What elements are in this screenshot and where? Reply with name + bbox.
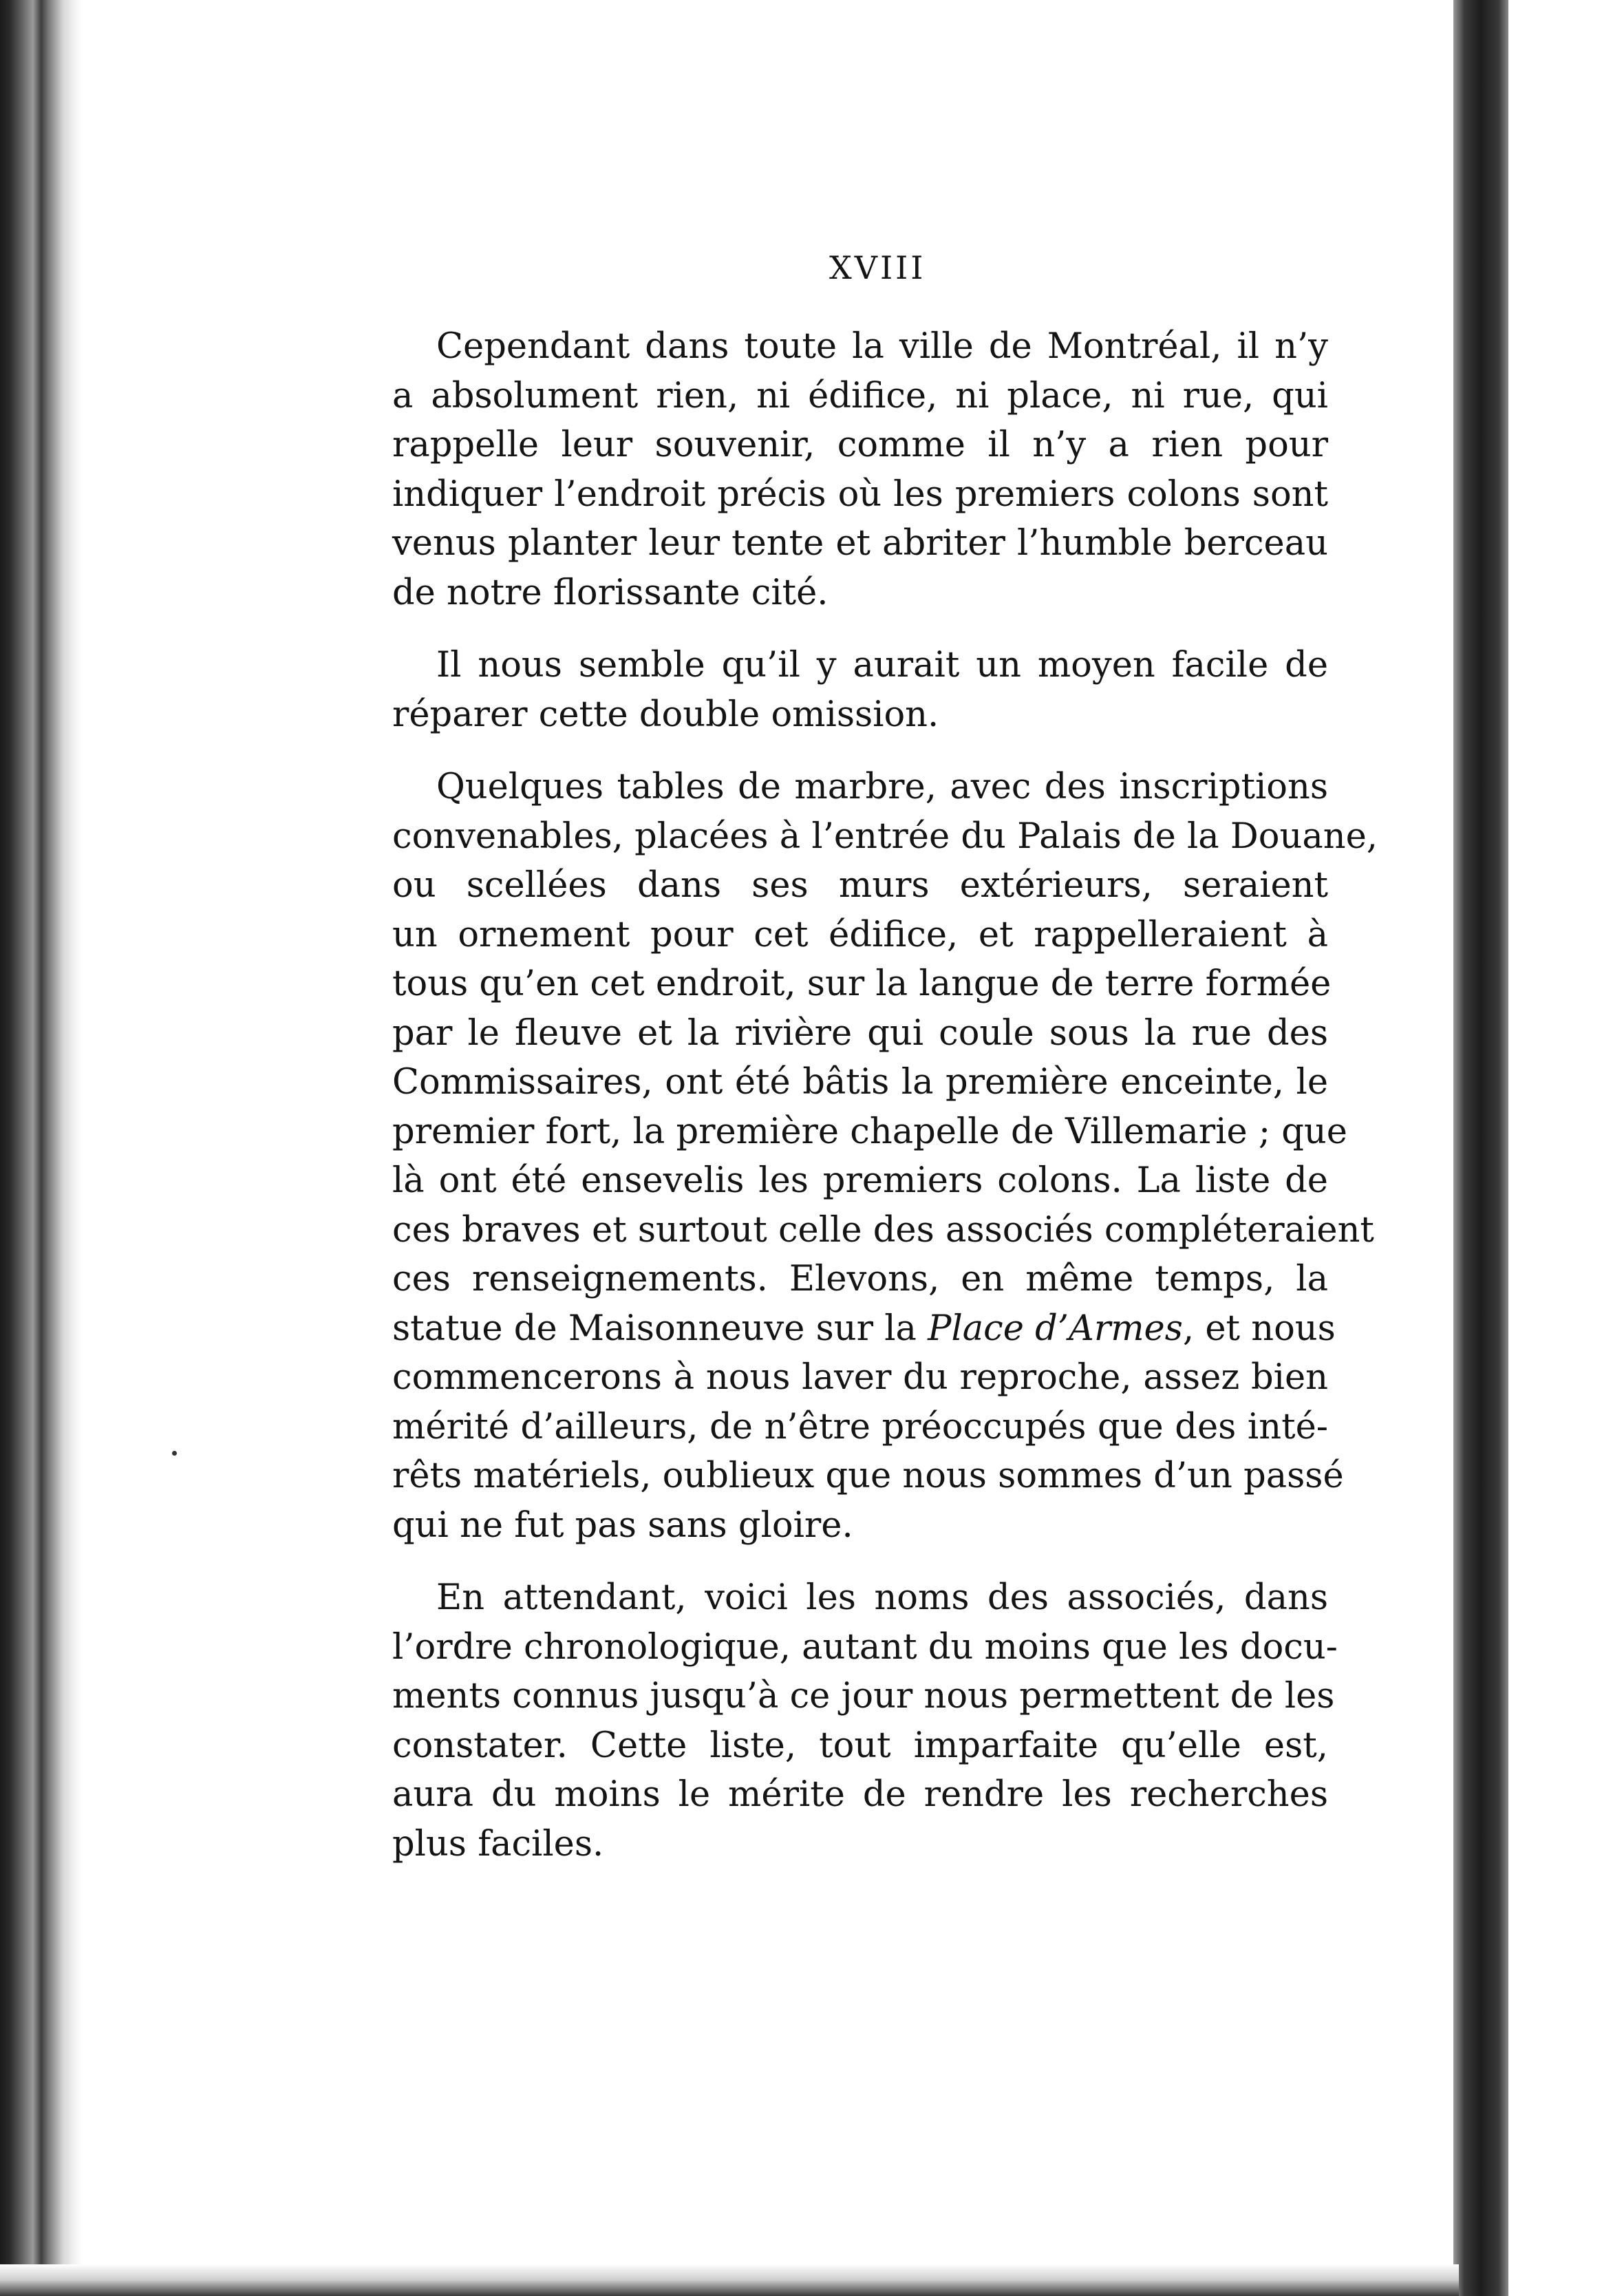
text-line: rappelle leur souvenir, comme il n’y a rien pour <box>392 425 1328 465</box>
text-line: a absolument rien, ni édifice, ni place, ni rue, qui <box>392 375 1328 416</box>
text-line: par le fleuve et la rivière qui coule sous la rue des <box>392 1012 1328 1054</box>
text-line: plus faciles. <box>392 1823 604 1864</box>
text-line-with-italic <box>392 1304 1336 1354</box>
text-line: qui ne fut pas sans gloire. <box>392 1505 853 1546</box>
text-line: un ornement pour cet édifice, et rappelleraient à <box>392 914 1328 955</box>
body-text <box>392 322 1378 1892</box>
scan-speck <box>172 1451 177 1456</box>
text-line: là ont été ensevelis les premiers colons. La liste de <box>392 1160 1328 1201</box>
paragraph-2 <box>392 641 1328 739</box>
text-line: indiquer l’endroit précis où les premiers colons sont <box>392 474 1328 515</box>
text-segment: statue de Maisonneuve sur la <box>392 1308 917 1349</box>
text-line: Il nous semble qu’il y aurait un moyen facile de <box>436 645 1328 685</box>
facing-page-fragment <box>1508 0 1613 2296</box>
text-line: venus planter leur tente et abriter l’humble berceau <box>392 523 1328 564</box>
text-line: ou scellées dans ses murs extérieurs, seraient <box>392 865 1328 906</box>
text-segment: , et nous <box>1182 1308 1336 1349</box>
page-number: XVIII <box>829 249 926 286</box>
text-line: ces renseignements. Elevons, en même temps, la <box>392 1259 1328 1299</box>
text-line: premier fort, la première chapelle de Villemarie ; que <box>392 1111 1347 1152</box>
text-line: ces braves et surtout celle des associés compléteraient <box>392 1209 1374 1251</box>
text-line: ments connus jusqu’à ce jour nous permettent de les <box>392 1676 1335 1716</box>
book-gutter-shadow <box>0 0 83 2296</box>
paragraph-4 <box>392 1573 1338 1869</box>
text-line: Cependant dans toute la ville de Montréal, il n’y <box>436 326 1328 367</box>
text-line: constater. Cette liste, tout imparfaite qu’elle est, <box>392 1725 1328 1766</box>
text-line: tous qu’en cet endroit, sur la langue de terre formée <box>392 964 1332 1004</box>
paragraph-1 <box>392 322 1328 617</box>
paragraph-3 <box>392 763 1378 1550</box>
text-line: de notre florissante cité. <box>392 572 829 613</box>
page-edge-shadow <box>1453 0 1508 2296</box>
text-line: mérité d’ailleurs, de n’être préoccupés que des inté- <box>392 1406 1328 1447</box>
text-line: commencerons à nous laver du reproche, assez bien <box>392 1357 1328 1398</box>
text-line: réparer cette double omission. <box>392 694 939 735</box>
text-line: Commissaires, ont été bâtis la première enceinte, le <box>392 1062 1328 1103</box>
bottom-edge-shadow <box>0 2264 1459 2296</box>
text-line: l’ordre chronologique, autant du moins que les docu- <box>392 1626 1338 1668</box>
text-line: rêts matériels, oublieux que nous sommes d’un passé <box>392 1456 1344 1496</box>
italic-place-name: Place d’Armes <box>928 1308 1183 1349</box>
text-line: convenables, placées à l’entrée du Palais de la Douane, <box>392 816 1378 857</box>
text-line: aura du moins le mérite de rendre les recherches <box>392 1774 1328 1815</box>
text-line: En attendant, voici les noms des associés, dans <box>436 1577 1328 1618</box>
text-line: Quelques tables de marbre, avec des inscriptions <box>436 767 1328 807</box>
